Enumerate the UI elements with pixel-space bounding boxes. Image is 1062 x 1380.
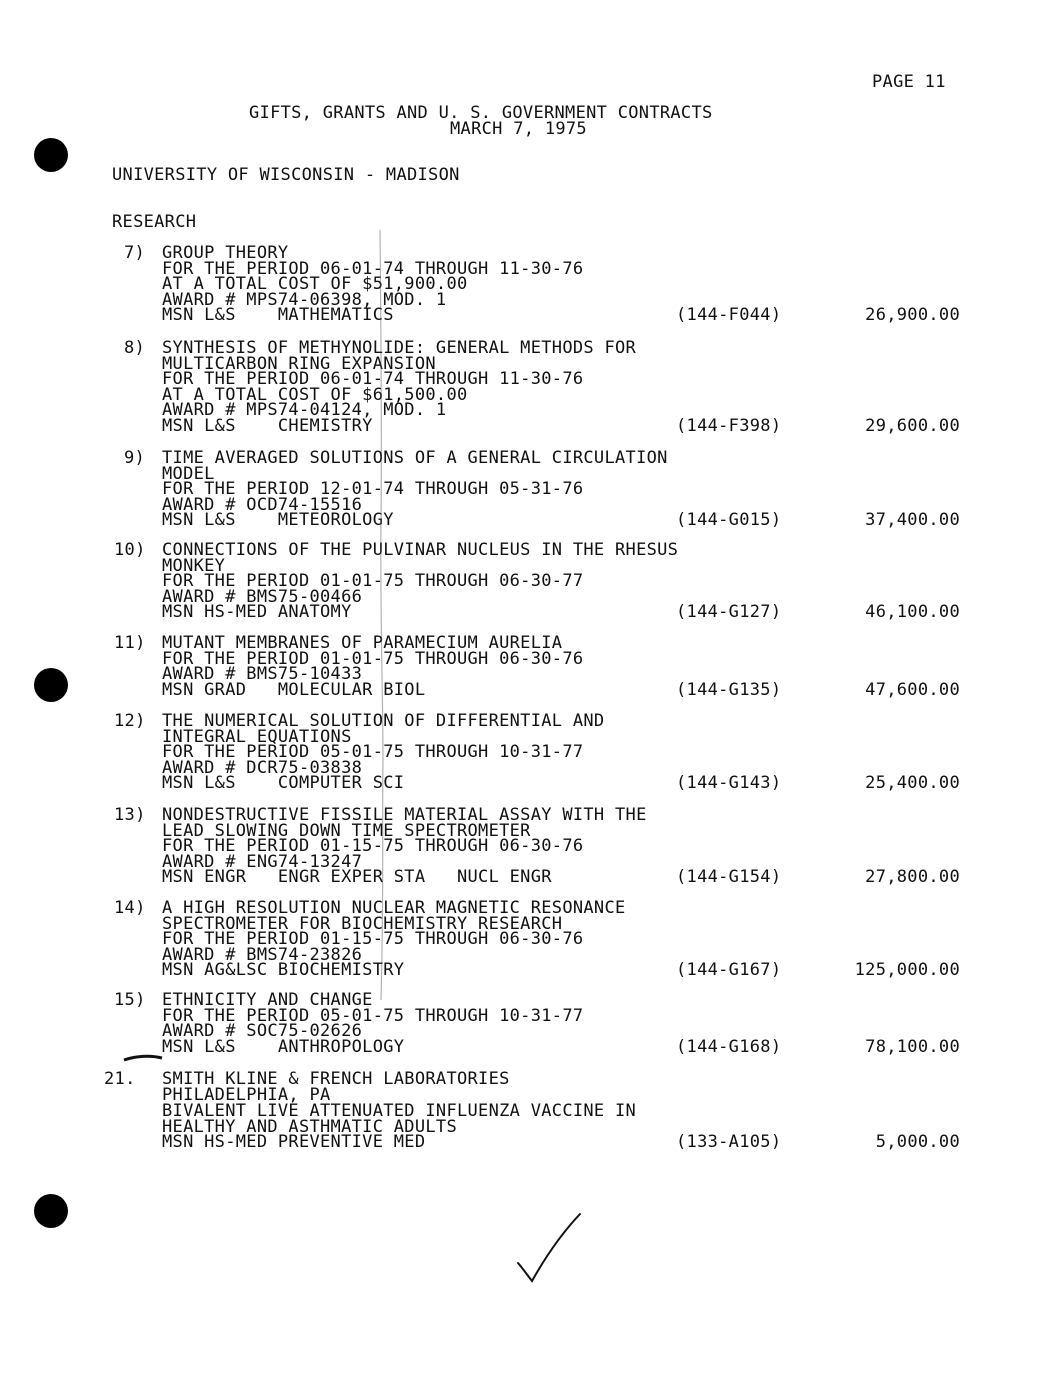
entry-number: 8) <box>124 338 146 358</box>
entry-detail-line: FOR THE PERIOD 01-15-75 THROUGH 06-30-76 <box>162 929 584 949</box>
entry-amount: 78,100.00 <box>865 1037 960 1057</box>
sponsor-line: MSN HS-MED PREVENTIVE MED <box>162 1132 426 1152</box>
entry-detail-line: INTEGRAL EQUATIONS <box>162 727 352 747</box>
entry-detail-line: AWARD # BMS75-00466 <box>162 587 363 607</box>
entry-amount: 46,100.00 <box>865 602 960 622</box>
entry-detail-line: AWARD # OCD74-15516 <box>162 495 363 515</box>
entry-account-code: (144-G127) <box>676 602 782 622</box>
entry-title-line: GROUP THEORY <box>162 243 289 263</box>
entry-title-line: A HIGH RESOLUTION NUCLEAR MAGNETIC RESONANCE <box>162 898 626 918</box>
sponsor-number: 21. <box>104 1069 136 1089</box>
entry-detail-line: MSN AG&LSC BIOCHEMISTRY <box>162 960 405 980</box>
entry-amount: 27,800.00 <box>865 867 960 887</box>
entry-number: 15) <box>114 990 146 1010</box>
entry-detail-line: SPECTROMETER FOR BIOCHEMISTRY RESEARCH <box>162 914 563 934</box>
entry-amount: 125,000.00 <box>854 960 960 980</box>
entry-account-code: (144-G143) <box>676 773 782 793</box>
sponsor-account-code: (133-A105) <box>676 1132 782 1152</box>
document-title: GIFTS, GRANTS AND U. S. GOVERNMENT CONTRACTS <box>249 103 713 123</box>
entry-detail-line: MULTICARBON RING EXPANSION <box>162 354 436 374</box>
entry-detail-line: MSN L&S ANTHROPOLOGY <box>162 1037 405 1057</box>
entry-detail-line: AWARD # BMS74-23826 <box>162 945 363 965</box>
entry-account-code: (144-F044) <box>676 305 782 325</box>
document-date: MARCH 7, 1975 <box>450 119 587 139</box>
entry-detail-line: FOR THE PERIOD 05-01-75 THROUGH 10-31-77 <box>162 742 584 762</box>
entry-title-line: ETHNICITY AND CHANGE <box>162 990 373 1010</box>
entry-amount: 29,600.00 <box>865 416 960 436</box>
entry-number: 12) <box>114 711 146 731</box>
entry-detail-line: FOR THE PERIOD 01-01-75 THROUGH 06-30-77 <box>162 571 584 591</box>
entry-account-code: (144-G015) <box>676 510 782 530</box>
entry-number: 9) <box>124 448 146 468</box>
entry-account-code: (144-G168) <box>676 1037 782 1057</box>
entry-title-line: NONDESTRUCTIVE FISSILE MATERIAL ASSAY WITH THE <box>162 805 647 825</box>
entry-detail-line: AWARD # ENG74-13247 <box>162 852 363 872</box>
pencil-stroke <box>380 230 383 1000</box>
entry-title-line: SYNTHESIS OF METHYNOLIDE: GENERAL METHODS FOR <box>162 338 637 358</box>
entry-detail-line: AWARD # MPS74-04124, MOD. 1 <box>162 400 447 420</box>
entry-detail-line: MSN L&S METEOROLOGY <box>162 510 394 530</box>
entry-detail-line: FOR THE PERIOD 01-01-75 THROUGH 06-30-76 <box>162 649 584 669</box>
entry-detail-line: MONKEY <box>162 556 226 576</box>
entry-account-code: (144-G135) <box>676 680 782 700</box>
entry-account-code: (144-G167) <box>676 960 782 980</box>
entry-detail-line: FOR THE PERIOD 06-01-74 THROUGH 11-30-76 <box>162 259 584 279</box>
entry-number: 11) <box>114 633 146 653</box>
entry-detail-line: FOR THE PERIOD 01-15-75 THROUGH 06-30-76 <box>162 836 584 856</box>
page-number: PAGE 11 <box>872 72 946 92</box>
entry-detail-line: MSN GRAD MOLECULAR BIOL <box>162 680 426 700</box>
entry-account-code: (144-G154) <box>676 867 782 887</box>
sponsor-line: SMITH KLINE & FRENCH LABORATORIES <box>162 1069 510 1089</box>
entry-detail-line: MSN ENGR ENGR EXPER STA NUCL ENGR <box>162 867 552 887</box>
entry-detail-line: LEAD SLOWING DOWN TIME SPECTROMETER <box>162 821 531 841</box>
entry-account-code: (144-F398) <box>676 416 782 436</box>
entry-detail-line: FOR THE PERIOD 06-01-74 THROUGH 11-30-76 <box>162 369 584 389</box>
entry-title-line: THE NUMERICAL SOLUTION OF DIFFERENTIAL AND <box>162 711 605 731</box>
entry-number: 7) <box>124 243 146 263</box>
entry-detail-line: AT A TOTAL COST OF $51,900.00 <box>162 274 468 294</box>
check-mark <box>518 1214 580 1281</box>
entry-title-line: CONNECTIONS OF THE PULVINAR NUCLEUS IN THE RHESUS <box>162 540 679 560</box>
sponsor-amount: 5,000.00 <box>875 1132 960 1152</box>
entry-number: 10) <box>114 540 146 560</box>
entry-number: 14) <box>114 898 146 918</box>
sponsor-line: BIVALENT LIVE ATTENUATED INFLUENZA VACCINE IN <box>162 1101 637 1121</box>
entry-detail-line: AWARD # MPS74-06398, MOD. 1 <box>162 290 447 310</box>
entry-detail-line: MSN L&S COMPUTER SCI <box>162 773 405 793</box>
entry-detail-line: AWARD # SOC75-02626 <box>162 1021 363 1041</box>
pen-dash <box>124 1056 162 1060</box>
entry-detail-line: AT A TOTAL COST OF $61,500.00 <box>162 385 468 405</box>
entry-detail-line: FOR THE PERIOD 12-01-74 THROUGH 05-31-76 <box>162 479 584 499</box>
section-heading: RESEARCH <box>112 212 197 232</box>
entry-amount: 25,400.00 <box>865 773 960 793</box>
entry-detail-line: MODEL <box>162 464 215 484</box>
entry-detail-line: AWARD # BMS75-10433 <box>162 664 363 684</box>
entry-detail-line: AWARD # DCR75-03838 <box>162 758 363 778</box>
entry-number: 13) <box>114 805 146 825</box>
entry-amount: 37,400.00 <box>865 510 960 530</box>
institution-heading: UNIVERSITY OF WISCONSIN - MADISON <box>112 165 460 185</box>
entry-title-line: TIME AVERAGED SOLUTIONS OF A GENERAL CIRCULATION <box>162 448 668 468</box>
entry-amount: 26,900.00 <box>865 305 960 325</box>
entry-title-line: MUTANT MEMBRANES OF PARAMECIUM AURELIA <box>162 633 563 653</box>
entry-detail-line: MSN HS-MED ANATOMY <box>162 602 352 622</box>
entry-detail-line: MSN L&S CHEMISTRY <box>162 416 373 436</box>
entry-detail-line: MSN L&S MATHEMATICS <box>162 305 394 325</box>
entry-detail-line: FOR THE PERIOD 05-01-75 THROUGH 10-31-77 <box>162 1006 584 1026</box>
sponsor-line: HEALTHY AND ASTHMATIC ADULTS <box>162 1117 457 1137</box>
sponsor-line: PHILADELPHIA, PA <box>162 1085 331 1105</box>
entry-amount: 47,600.00 <box>865 680 960 700</box>
